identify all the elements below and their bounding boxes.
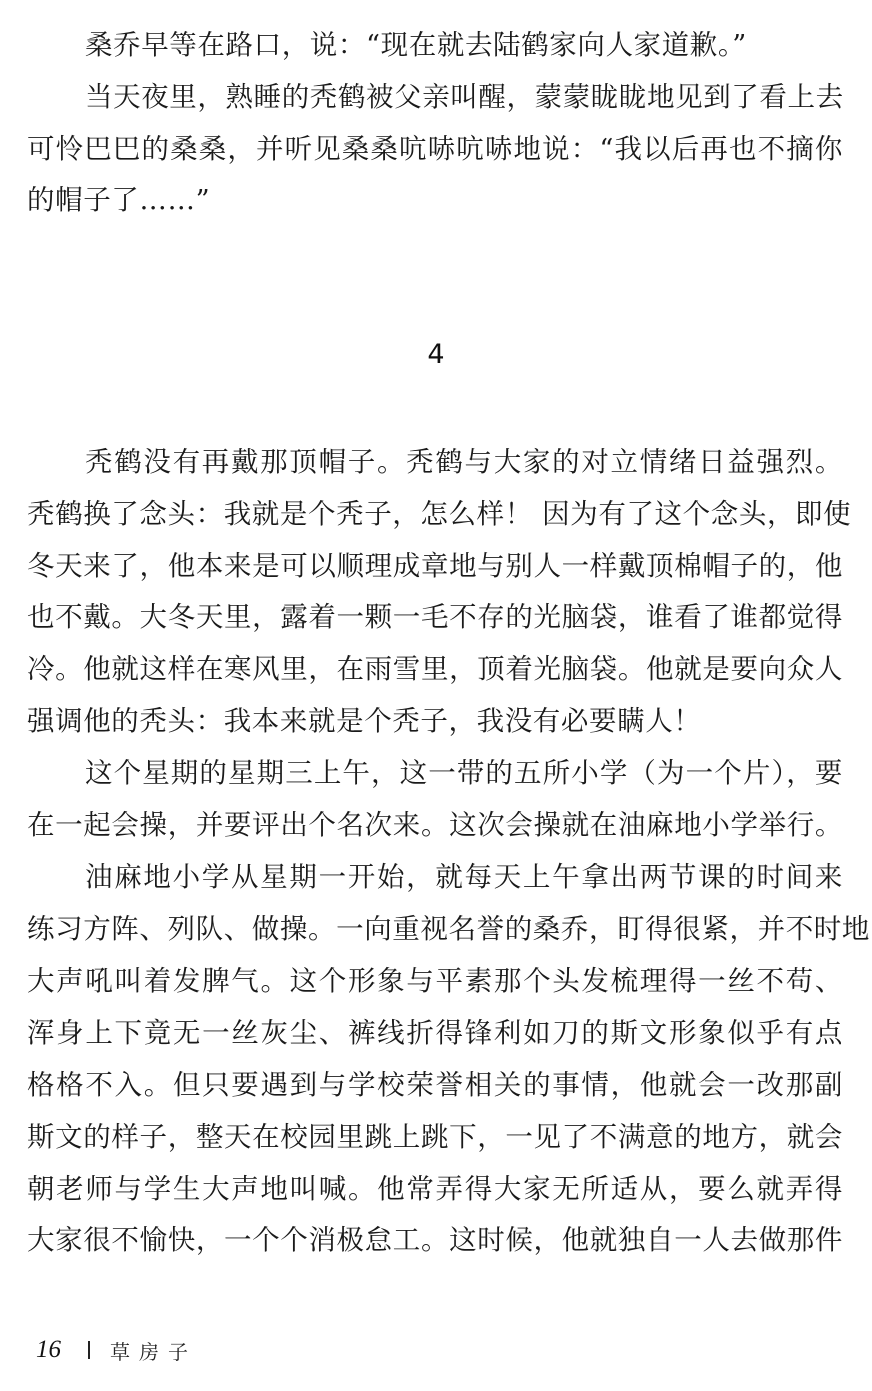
text-line: 冷。他就这样在寒风里，在雨雪里，顶着光脑袋。他就是要向众人 (27, 653, 843, 685)
text-line: 朝老师与学生大声地叫喊。他常弄得大家无所适从，要么就弄得 (27, 1173, 843, 1205)
footer-divider (88, 1341, 90, 1359)
text-line: 格格不入。但只要遇到与学校荣誉相关的事情，他就会一改那副 (27, 1069, 843, 1101)
text-line: 油麻地小学从星期一开始，就每天上午拿出两节课的时间来 (85, 861, 843, 893)
text-line: 浑身上下竟无一丝灰尘、裤线折得锋利如刀的斯文形象似乎有点 (27, 1017, 843, 1049)
chapter-number: 4 (427, 339, 445, 370)
book-title: 草房子 (110, 1339, 197, 1364)
text-line: 在一起会操，并要评出个名次来。这次会操就在油麻地小学举行。 (27, 809, 843, 841)
text-line: 斯文的样子，整天在校园里跳上跳下，一见了不满意的地方，就会 (27, 1121, 843, 1153)
text-line: 冬天来了，他本来是可以顺理成章地与别人一样戴顶棉帽子的，他 (27, 550, 843, 582)
text-line: 练习方阵、列队、做操。一向重视名誉的桑乔，盯得很紧，并不时地 (27, 913, 870, 945)
text-line: 的帽子了……” (27, 184, 211, 216)
text-line: 当天夜里，熟睡的秃鹤被父亲叫醒，蒙蒙眬眬地见到了看上去 (85, 81, 844, 113)
text-line: 桑乔早等在路口，说：“现在就去陆鹤家向人家道歉。” (85, 29, 747, 61)
page-footer (36, 1332, 197, 1368)
text-line: 大声吼叫着发脾气。这个形象与平素那个头发梳理得一丝不苟、 (27, 965, 843, 997)
text-line: 强调他的秃头：我本来就是个秃子，我没有必要瞒人！ (27, 705, 702, 737)
page-number: 16 (36, 1336, 61, 1363)
text-line: 也不戴。大冬天里，露着一颗一毛不存的光脑袋，谁看了谁都觉得 (27, 601, 843, 633)
text-line: 大家很不愉快，一个个消极怠工。这时候，他就独自一人去做那件 (27, 1224, 843, 1256)
text-line: 秃鹤没有再戴那顶帽子。秃鹤与大家的对立情绪日益强烈。 (85, 446, 843, 478)
text-line: 可怜巴巴的桑桑，并听见桑桑吭哧吭哧地说：“我以后再也不摘你 (27, 133, 843, 165)
text-line: 这个星期的星期三上午，这一带的五所小学（为一个片），要 (85, 757, 843, 789)
text-line: 秃鹤换了念头：我就是个秃子，怎么样！ 因为有了这个念头，即使 (27, 498, 852, 530)
